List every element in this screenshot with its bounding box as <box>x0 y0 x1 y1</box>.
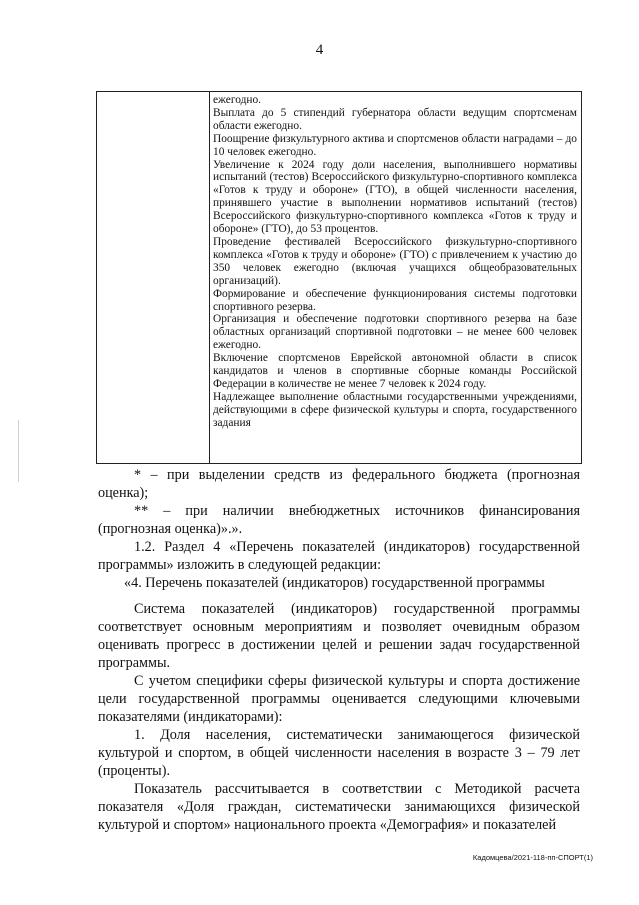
table-paragraph: Организация и обеспечение подготовки спортивного резерва на базе областных организаций спортивной подготовки – не менее 600 человек ежегодно. <box>213 313 577 352</box>
table-left-column <box>97 92 210 463</box>
document-footer: Кадомцева/2021-118-пп-СПОРТ(1) <box>472 853 593 862</box>
body-paragraph: С учетом специфики сферы физической культуры и спорта достижение цели государственной программы оценивается следующими ключевыми показателями (индикаторами): <box>98 673 580 725</box>
scan-mark <box>18 420 19 482</box>
page-number: 4 <box>315 42 324 58</box>
table-paragraph: Поощрение физкультурного актива и спортсменов области наградами – до 10 человек ежегодно. <box>213 132 577 158</box>
table-paragraph: Формирование и обеспечение функционирования системы подготовки спортивного резерва. <box>213 287 577 313</box>
amendment-item: 1.2. Раздел 4 «Перечень показателей (индикаторов) государственной программы» изложить в следующей редакции: <box>98 539 580 573</box>
table-paragraph: Проведение фестивалей Всероссийского физкультурно-спортивного комплекса «Готов к труду и обороне» (ГТО) с привлечением к участию до 350 человек ежегодно (включая учащихся общеобразовательных организаций). <box>213 235 577 287</box>
table-paragraph: Надлежащее выполнение областными государственными учреждениями, действующими в сфере физической культуры и спорта, государственного задания <box>213 390 577 429</box>
footnote-federal: * – при выделении средств из федерального бюджета (прогнозная оценка); <box>98 467 580 501</box>
table-paragraph: Увеличение к 2024 году доли населения, выполнившего нормативы испытаний (тестов) Всероссийского физкультурно-спортивного комплекса «Готов к труду и обороне» (ГТО), в общей численности населения, принявшего участие в выполнении нормативов испытаний (тестов) Всероссийского физкультурно-спортивного комплекса «Готов к труду и обороне» (ГТО), до 53 процентов. <box>213 158 577 236</box>
body-paragraph: Показатель рассчитывается в соответствии с Методикой расчета показателя «Доля граждан, систематически занимающихся физической культурой и спортом» национального проекта «Демография» и показателей <box>98 781 580 833</box>
footnote-extrabudget: ** – при наличии внебюджетных источников финансирования (прогнозная оценка)».». <box>98 503 580 537</box>
section-heading: «4. Перечень показателей (индикаторов) государственной программы <box>124 575 545 591</box>
table-right-column <box>213 94 577 430</box>
section-amendment <box>98 538 580 592</box>
program-table <box>96 91 582 464</box>
indicators-text <box>98 600 580 834</box>
body-paragraph: 1. Доля населения, систематически занимающегося физической культурой и спортом, в общей численности населения в возрасте 3 – 79 лет (проценты). <box>98 727 580 779</box>
table-paragraph: ежегодно. <box>213 94 262 106</box>
table-paragraph: Выплата до 5 стипендий губернатора области ведущим спортсменам области ежегодно. <box>213 106 577 132</box>
footnotes <box>98 466 580 538</box>
table-paragraph: Включение спортсменов Еврейской автономной области в список кандидатов и членов в спортивные сборные команды Российской Федерации в количестве не менее 7 человек к 2024 году. <box>213 352 577 390</box>
body-paragraph: Система показателей (индикаторов) государственной программы соответствует основным мероприятиям и позволяет очевидным образом оценивать прогресс в достижении целей и решении задач государственной программы. <box>98 601 580 671</box>
